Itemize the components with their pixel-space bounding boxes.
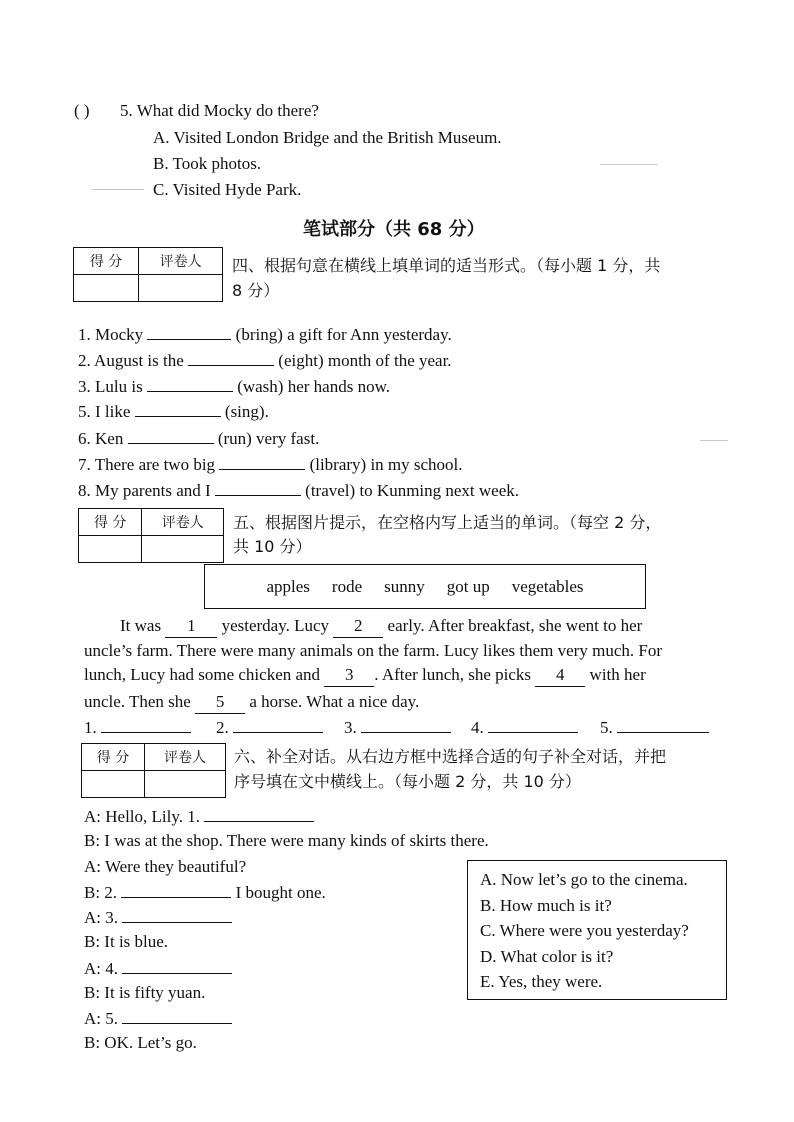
score-table [81,743,226,798]
word-option: got up [446,576,490,596]
answer-blank[interactable] [101,716,191,733]
grader-cell[interactable] [145,771,226,798]
dialogue-options-box [467,860,727,1000]
passage-blank-number: 3 [324,664,374,687]
answer-line: 1. [84,716,191,739]
answer-blank[interactable] [147,323,231,340]
answer-blank[interactable] [219,453,305,470]
question-5: 5. What did Mocky do there? [120,101,319,120]
answer-blank[interactable] [121,881,231,898]
score-label: 得 分 [74,248,139,275]
fill-item: 5. I like (sing). [78,402,269,421]
answer-line: 4. [471,716,578,739]
answer-blank[interactable] [147,375,233,392]
passage-blank-number: 4 [535,664,585,687]
dialogue-line: B: It is blue. [84,932,169,951]
section6-heading: 六、补全对话。从右边方框中选择合适的句子补全对话，并把 [234,747,667,766]
passage-line: It was 1 yesterday. Lucy 2 early. After breakfast, she went to her [120,615,642,638]
answer-blank[interactable] [361,716,451,733]
passage-blank-number: 5 [195,691,245,714]
dialogue-line: B: OK. Let’s go. [84,1033,197,1052]
answer-line: 2. [216,716,323,739]
answer-line: 3. [344,716,451,739]
answer-blank[interactable] [215,479,301,496]
answer-blank[interactable] [122,957,232,974]
scan-mark [92,189,144,190]
word-option: vegetables [511,576,584,596]
score-table [78,508,224,563]
section4-heading: 四、根据句意在横线上填单词的适当形式。（每小题 1 分，共 [232,256,661,275]
fill-item: 6. Ken (run) very fast. [78,429,320,448]
answer-blank[interactable] [204,805,314,822]
score-table [73,247,223,302]
section6-heading-cont: 序号填在文中横线上。（每小题 2 分，共 10 分） [234,772,581,791]
answer-blank[interactable] [488,716,578,733]
answer-line: 5. [600,716,709,739]
passage-line: lunch, Lucy had some chicken and 3 . After lunch, she picks 4 with her [84,664,646,687]
score-cell[interactable] [79,536,142,563]
word-option: sunny [384,576,425,596]
dialogue-option: A. Now let’s go to the cinema. [480,870,688,889]
written-section-title: 笔试部分（共 68 分） [303,219,485,240]
answer-blank[interactable] [233,716,323,733]
dialogue-line: A: 4. [84,957,232,980]
q5-option-b: B. Took photos. [153,154,262,173]
passage-line: uncle’s farm. There were many animals on the farm. Lucy likes them very much. For [84,641,662,660]
dialogue-line: A: 3. [84,906,232,929]
answer-blank[interactable] [617,716,709,733]
answer-blank[interactable] [122,1007,232,1024]
fill-item: 2. August is the (eight) month of the year. [78,351,452,370]
grader-cell[interactable] [142,536,224,563]
dialogue-line: A: 5. [84,1007,232,1030]
fill-item: 3. Lulu is (wash) her hands now. [78,377,391,396]
dialogue-option: C. Where were you yesterday? [480,921,689,940]
section4-heading-cont: 8 分） [232,281,280,300]
answer-blank[interactable] [122,906,232,923]
dialogue-line: B: 2. I bought one. [84,883,326,902]
section5-heading: 五、根据图片提示，在空格内写上适当的单词。（每空 2 分， [233,513,662,532]
answer-blank[interactable] [128,427,214,444]
dialogue-line: B: I was at the shop. There were many kinds of skirts there. [84,831,489,850]
grader-cell[interactable] [139,275,223,302]
score-label: 得 分 [79,509,142,536]
passage-blank-number: 2 [333,615,383,638]
fill-item: 8. My parents and I (travel) to Kunming next week. [78,481,520,500]
fill-item: 7. There are two big (library) in my school. [78,455,463,474]
grader-label: 评卷人 [142,509,224,536]
scan-mark [700,440,728,441]
dialogue-line: B: It is fifty yuan. [84,983,206,1002]
word-option: apples [266,576,310,596]
passage-blank-number: 1 [165,615,217,638]
answer-blank[interactable] [135,400,221,417]
dialogue-option: B. How much is it? [480,895,612,915]
fill-item: 1. Mocky (bring) a gift for Ann yesterday. [78,325,452,344]
answer-blank[interactable] [188,349,274,366]
word-option: rode [331,576,363,596]
grader-label: 评卷人 [139,248,223,275]
answer-paren[interactable]: ( ) [74,101,90,120]
dialogue-line: A: Were they beautiful? [84,857,247,876]
score-cell[interactable] [74,275,139,302]
dialogue-line: A: Hello, Lily. 1. [84,805,314,828]
dialogue-option: E. Yes, they were. [480,972,603,991]
grader-label: 评卷人 [145,744,226,771]
passage-line: uncle. Then she 5 a horse. What a nice day. [84,691,419,714]
q5-option-a: A. Visited London Bridge and the British Museum. [153,128,502,147]
score-label: 得 分 [82,744,145,771]
scan-mark [600,164,658,165]
word-bank [204,564,646,609]
q5-option-c: C. Visited Hyde Park. [153,180,302,199]
dialogue-option: D. What color is it? [480,946,614,966]
section5-heading-cont: 共 10 分） [233,537,312,556]
score-cell[interactable] [82,771,145,798]
